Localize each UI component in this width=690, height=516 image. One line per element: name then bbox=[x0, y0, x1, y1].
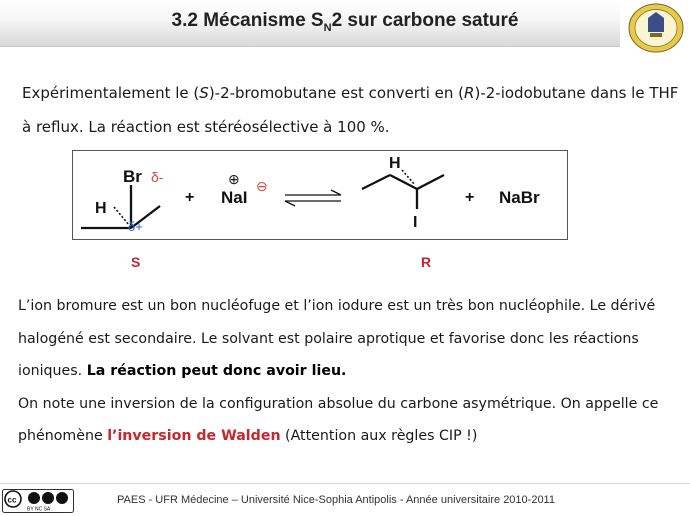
nai-reagent: NaI bbox=[221, 188, 248, 207]
bond-r-c3-c4 bbox=[417, 175, 444, 189]
body-paragraph-1: L’ion bromure est un bon nucléofuge et l’ion iodure est un très bon nucléophile. Le dérivé halogéné est secondaire. Le solvant est polaire aprotique et favorise donc les réactions ioniques. bbox=[18, 298, 656, 379]
plus-sign-2: + bbox=[465, 189, 475, 206]
oplus-charge: ⊕ bbox=[228, 171, 240, 187]
hashed-bond-h bbox=[114, 207, 129, 225]
footer-text: PAES - UFR Médecine – Université Nice-Sophia Antipolis - Année universitaire 2010-2011 bbox=[117, 494, 555, 506]
faculty-seal-logo bbox=[627, 2, 685, 54]
reaction-scheme bbox=[72, 150, 568, 240]
body-text bbox=[18, 290, 682, 453]
intro-paragraph bbox=[22, 76, 682, 144]
config-label-r: R bbox=[421, 254, 432, 270]
h-atom-right: H bbox=[389, 155, 401, 172]
intro-line-1: Expérimentalement le (S)-2-bromobutane est converti en (R)-2-iodobutane dans le THF bbox=[22, 84, 679, 102]
delta-plus-label: δ+ bbox=[128, 219, 143, 234]
body-paragraph-2: On note une inversion de la configuration absolue du carbone asymétrique. On appelle ce phénomène bbox=[18, 395, 659, 444]
svg-text:BY NC SA: BY NC SA bbox=[27, 506, 51, 513]
h-atom-left: H bbox=[95, 200, 107, 217]
i-atom-right: I bbox=[413, 214, 418, 231]
nabr-product: NaBr bbox=[499, 188, 540, 207]
body-bold-conclusion: La réaction peut donc avoir lieu. bbox=[86, 363, 347, 379]
intro-line-2: à reflux. La réaction est stéréosélective à 100 %. bbox=[22, 118, 390, 136]
config-label-s: S bbox=[131, 254, 141, 270]
body-paragraph-2-end: (Attention aux règles CIP !) bbox=[280, 428, 478, 444]
walden-highlight: l’inversion de Walden bbox=[107, 428, 281, 444]
svg-text:cc: cc bbox=[7, 495, 17, 505]
plus-sign-1: + bbox=[185, 189, 195, 206]
delta-minus-label: δ- bbox=[151, 169, 164, 185]
slide-title: 3.2 Mécanisme $S_N2$ sur carbone saturé bbox=[171, 10, 519, 34]
creative-commons-badge bbox=[2, 489, 74, 513]
footer-divider bbox=[0, 483, 690, 484]
br-atom: Br bbox=[123, 167, 142, 186]
bond-r-c1-c2 bbox=[362, 175, 390, 189]
ominus-charge: ⊖ bbox=[256, 178, 268, 194]
